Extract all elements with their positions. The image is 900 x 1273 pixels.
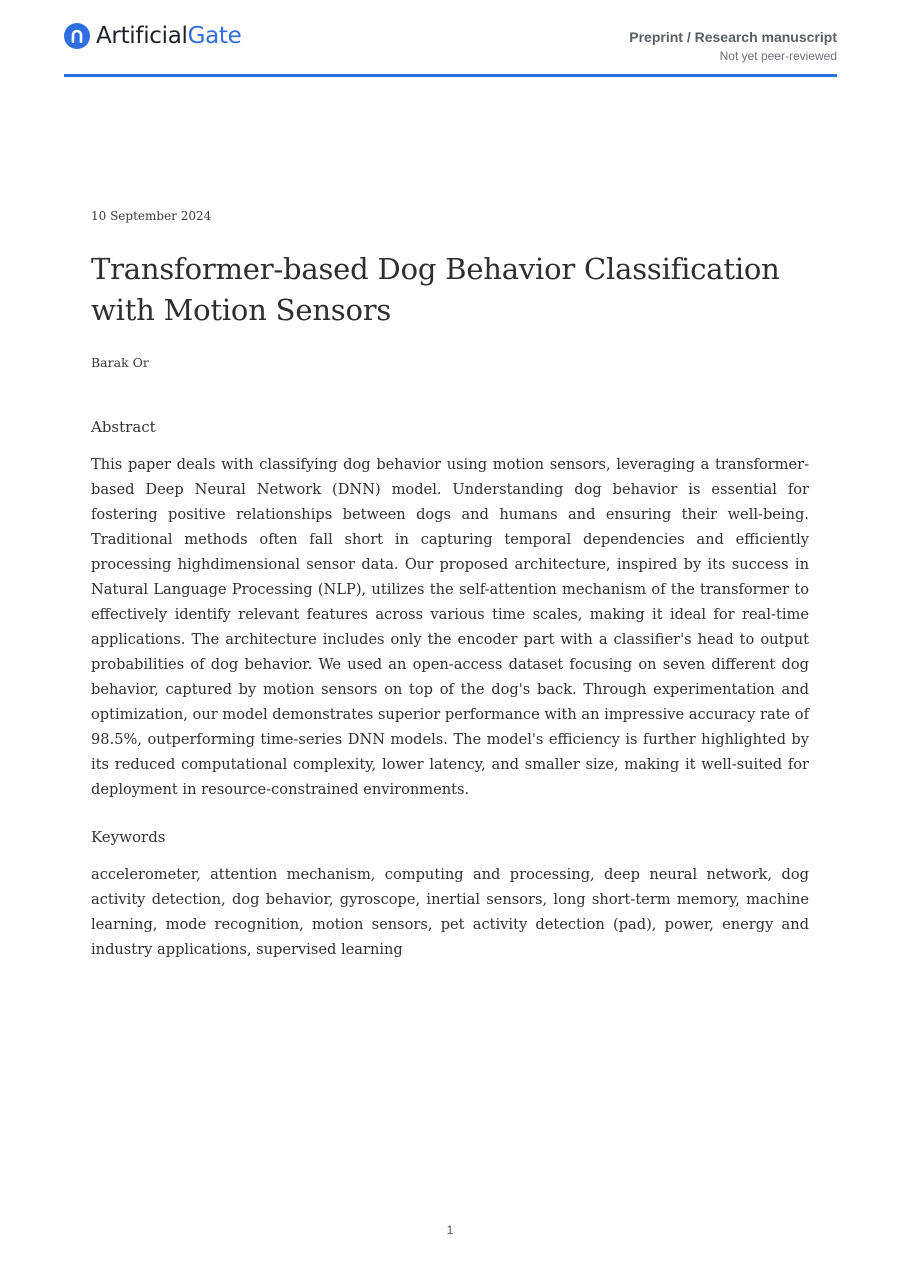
keywords-heading: Keywords <box>91 828 166 846</box>
site-logo[interactable] <box>64 22 242 50</box>
page-header <box>64 18 837 77</box>
logo-wordmark <box>96 22 242 50</box>
publication-date: 10 September 2024 <box>91 209 212 223</box>
paper-authors: Barak Or <box>91 355 149 370</box>
manuscript-kind: Preprint / Research manuscript <box>629 29 837 45</box>
review-status: Not yet peer-reviewed <box>719 49 837 63</box>
artificialgate-logo-icon <box>64 23 90 49</box>
logo-text-gate: Gate <box>187 23 242 49</box>
keywords-text: accelerometer, attention mechanism, computing and processing, deep neural network, dog activity detection, dog behavior, gyroscope, inertial sensors, long short-term memory, machine learning, mode recognition, motion sensors, pet activity detection (pad), power, energy and industry applications, supervised learning <box>91 866 809 958</box>
abstract-text: This paper deals with classifying dog behavior using motion sensors, leveraging a transformer-based Deep Neural Network (DNN) model. Understanding dog behavior is essential for fostering positive relationships between dogs and humans and ensuring their well-being. Traditional methods often fall short in capturing temporal dependencies and efficiently processing highdimensional sensor data. Our proposed architecture, inspired by its success in Natural Language Processing (NLP), utilizes the self-attention mechanism of the transformer to effectively identify relevant features across various time scales, making it ideal for real-time applications. The architecture includes only the encoder part with a classifier's head to output probabilities of dog behavior. We used an open-access dataset focusing on seven different dog behavior, captured by motion sensors on top of the dog's back. Through experimentation and optimization, our model demonstrates superior performance with an impressive accuracy rate of 98.5%, outperforming time-series DNN models. The model's efficiency is further highlighted by its reduced computational complexity, lower latency, and smaller size, making it well-suited for deployment in resource-constrained environments. <box>91 456 809 798</box>
paper-title: Transformer-based Dog Behavior Classification with Motion Sensors <box>91 252 780 327</box>
abstract-heading: Abstract <box>91 418 156 436</box>
page-number: 1 <box>446 1223 454 1237</box>
paper-body <box>91 207 809 962</box>
logo-text-artificial: Artificial <box>96 23 188 49</box>
manuscript-info <box>629 28 837 64</box>
